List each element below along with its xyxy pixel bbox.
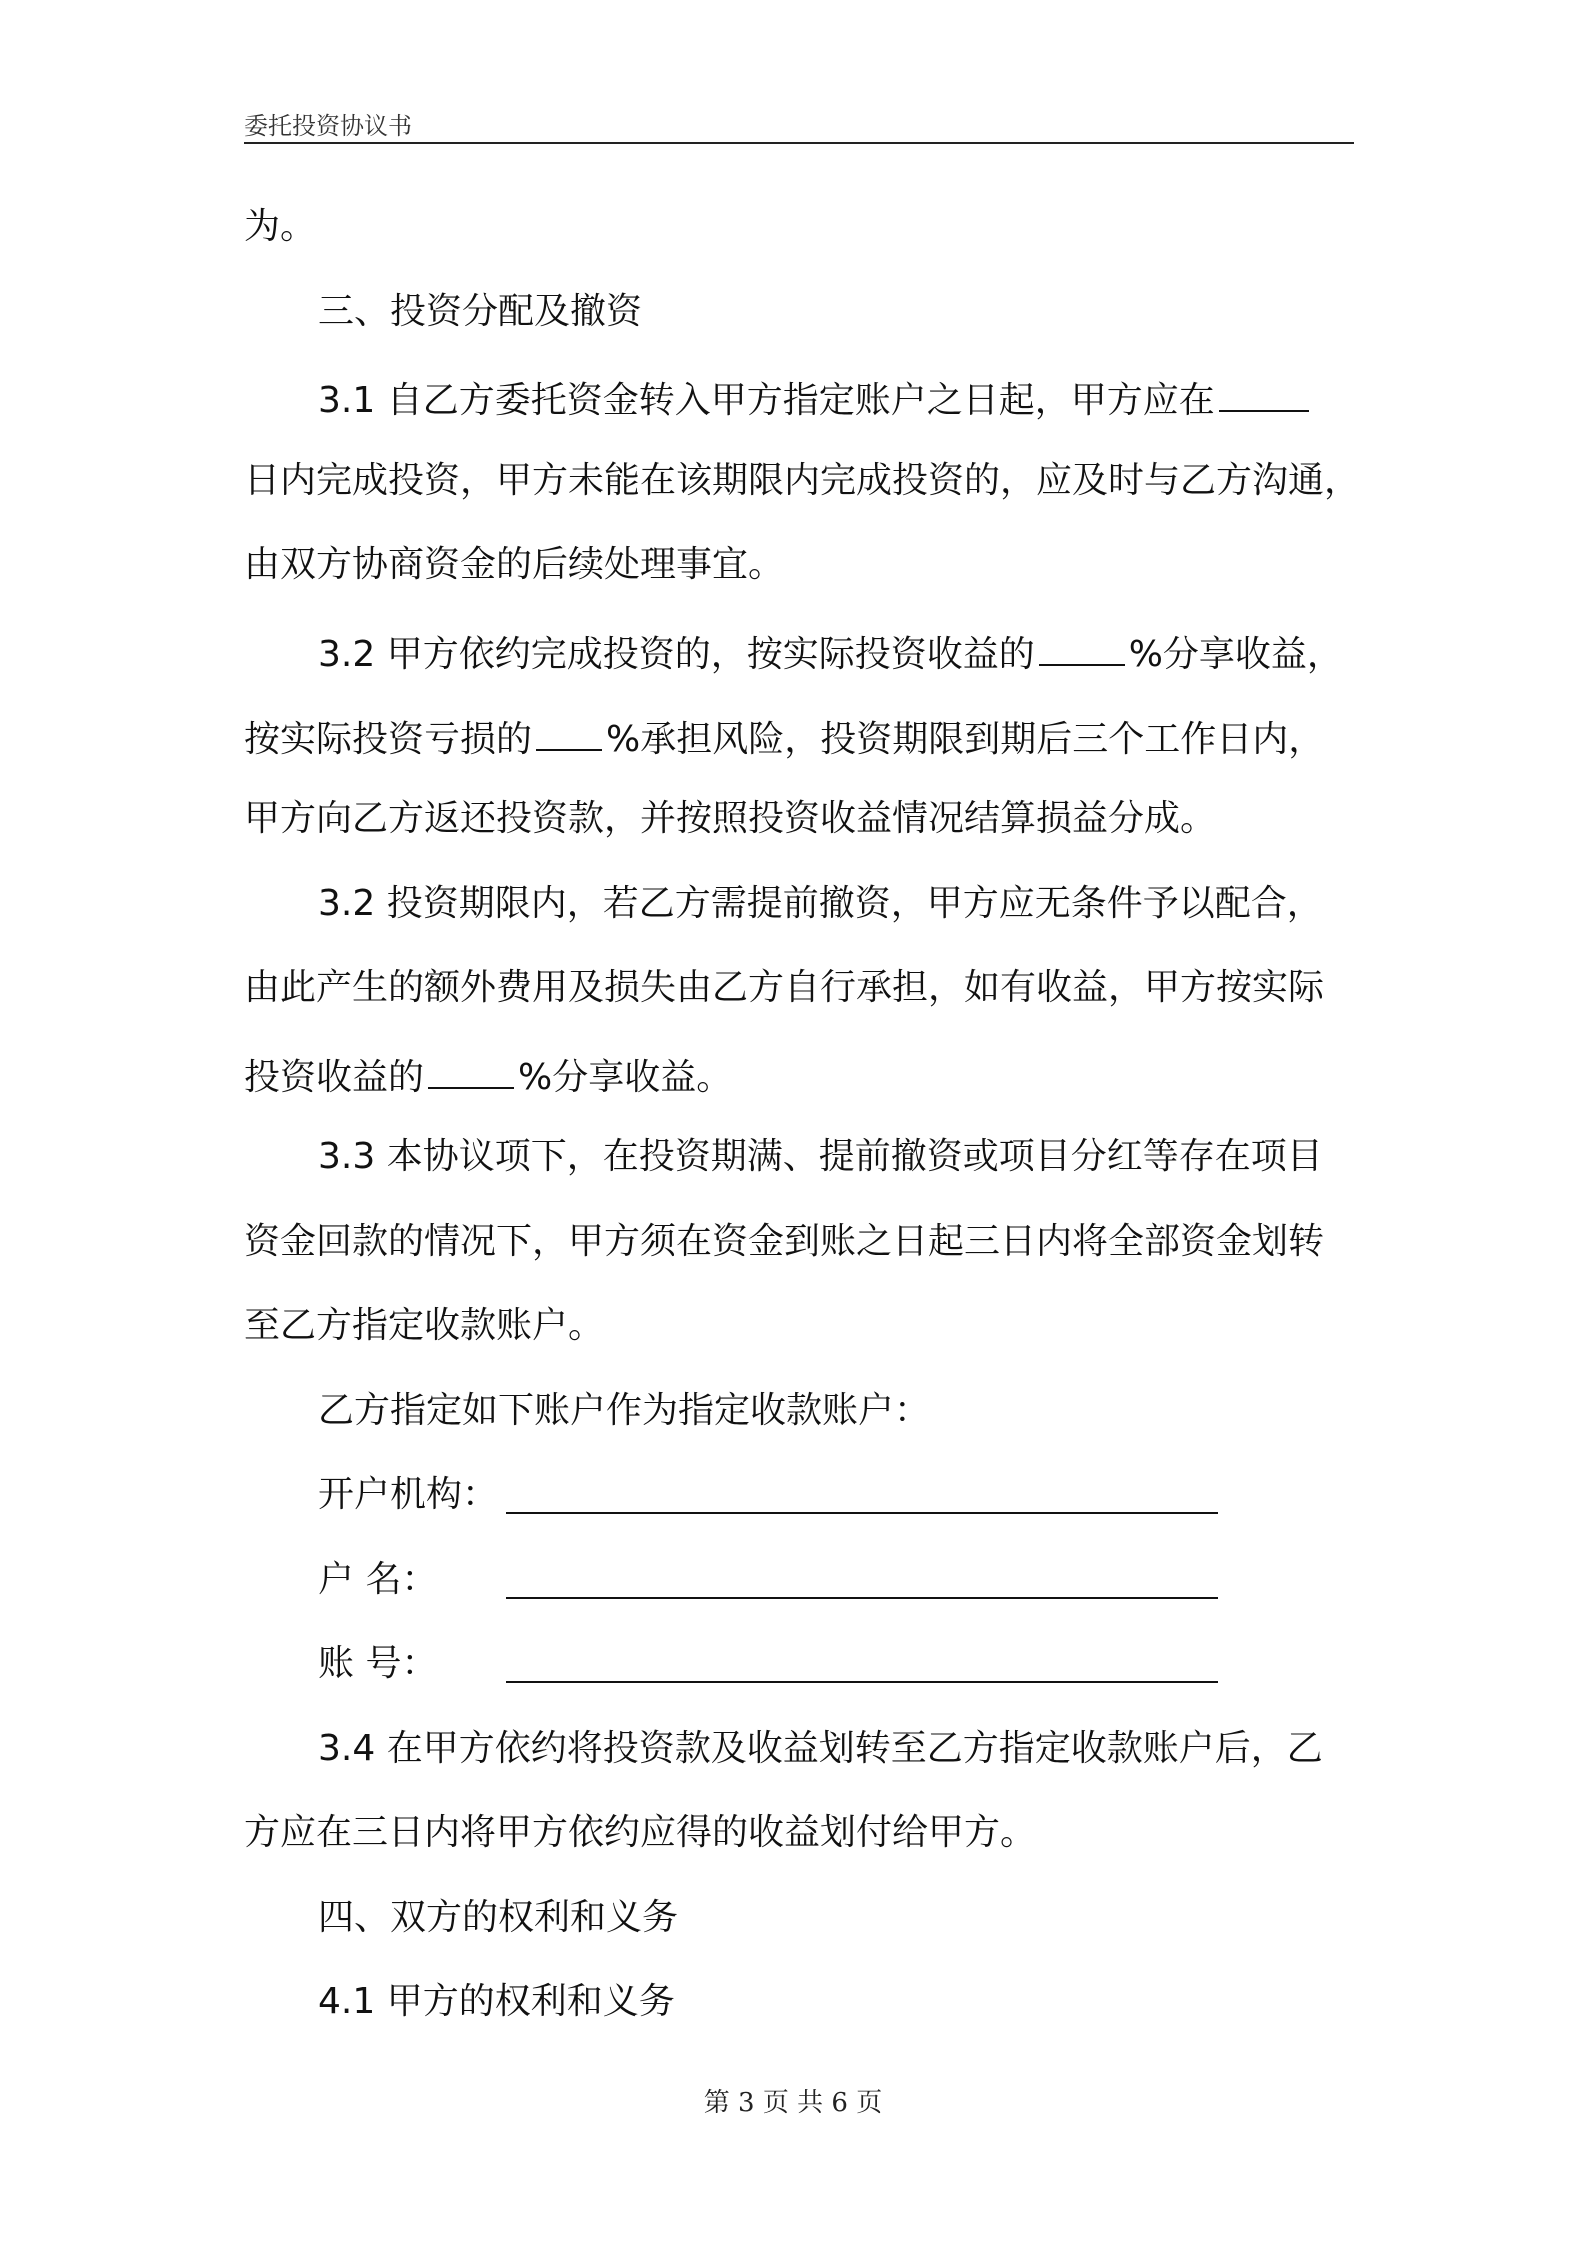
paragraph-line: 方应在三日内将甲方依约应得的收益划付给甲方。 bbox=[244, 1812, 1037, 1853]
paragraph-line: 由双方协商资金的后续处理事宜。 bbox=[244, 544, 785, 585]
field-line-account-name bbox=[506, 1597, 1218, 1599]
paragraph-line bbox=[244, 1051, 732, 1100]
paragraph-line: 3.4 在甲方依约将投资款及收益划转至乙方指定收款账户后，乙 bbox=[318, 1728, 1323, 1769]
withdraw-share-text-b: %分享收益。 bbox=[518, 1057, 733, 1098]
field-line-bank bbox=[506, 1512, 1218, 1514]
field-label-account-name: 户 名： bbox=[318, 1559, 438, 1600]
blank-loss-share bbox=[536, 713, 602, 751]
paragraph-line bbox=[244, 713, 1324, 762]
paragraph-line: 日内完成投资，甲方未能在该期限内完成投资的，应及时与乙方沟通， bbox=[244, 460, 1361, 501]
withdraw-share-text: 投资收益的 bbox=[244, 1057, 425, 1098]
loss-share-text-b: %承担风险，投资期限到期后三个工作日内， bbox=[606, 719, 1325, 760]
section-heading-4: 四、双方的权利和义务 bbox=[318, 1897, 679, 1938]
blank-withdraw-share bbox=[428, 1051, 514, 1089]
field-label-bank: 开户机构： bbox=[318, 1474, 499, 1515]
page-header bbox=[244, 112, 1354, 144]
clause-3-2-text: 3.2 甲方依约完成投资的，按实际投资收益的 bbox=[318, 634, 1035, 675]
paragraph-line: 至乙方指定收款账户。 bbox=[244, 1305, 605, 1346]
field-label-account-number: 账 号： bbox=[318, 1643, 438, 1684]
page-number: 第 3 页 共 6 页 bbox=[703, 2088, 883, 2118]
paragraph-line bbox=[318, 374, 1313, 423]
header-title: 委托投资协议书 bbox=[244, 112, 412, 140]
paragraph-line: 由此产生的额外费用及损失由乙方自行承担，如有收益，甲方按实际 bbox=[244, 967, 1325, 1008]
loss-share-text: 按实际投资亏损的 bbox=[244, 719, 533, 760]
paragraph-line: 甲方向乙方返还投资款，并按照投资收益情况结算损益分成。 bbox=[244, 798, 1217, 839]
paragraph-line: 资金回款的情况下，甲方须在资金到账之日起三日内将全部资金划转 bbox=[244, 1221, 1325, 1262]
paragraph-line: 为。 bbox=[244, 206, 317, 247]
blank-days bbox=[1219, 374, 1309, 412]
field-line-account-number bbox=[506, 1681, 1218, 1683]
section-heading-3: 三、投资分配及撤资 bbox=[318, 291, 643, 332]
blank-profit-share bbox=[1039, 628, 1125, 666]
clause-3-2-text-b: %分享收益， bbox=[1128, 634, 1343, 675]
clause-3-1-text: 3.1 自乙方委托资金转入甲方指定账户之日起，甲方应在 bbox=[318, 380, 1215, 421]
paragraph-line: 乙方指定如下账户作为指定收款账户： bbox=[318, 1390, 931, 1431]
subsection-heading-4-1: 4.1 甲方的权利和义务 bbox=[318, 1981, 675, 2022]
paragraph-line: 3.2 投资期限内，若乙方需提前撤资，甲方应无条件予以配合， bbox=[318, 883, 1323, 924]
paragraph-line bbox=[318, 628, 1343, 677]
paragraph-line: 3.3 本协议项下，在投资期满、提前撤资或项目分红等存在项目 bbox=[318, 1136, 1323, 1177]
